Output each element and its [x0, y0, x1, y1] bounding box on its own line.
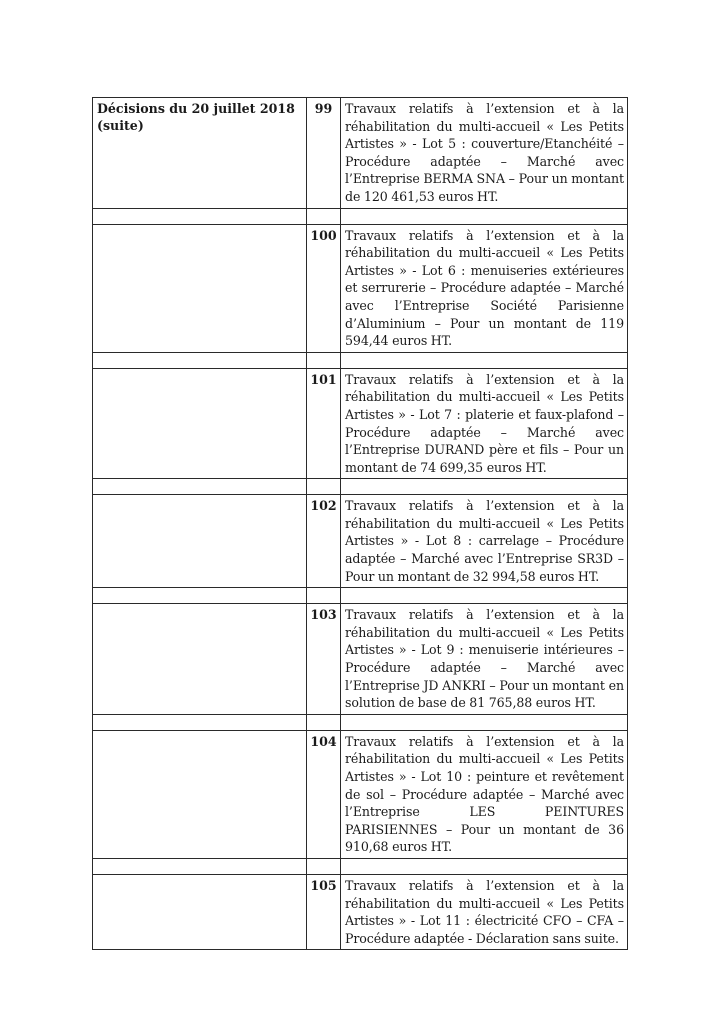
decision-row: [93, 604, 628, 715]
decision-number: 104: [307, 730, 341, 858]
empty-date-cell: [93, 730, 307, 858]
decision-text: Travaux relatifs à l’extension et à la réhabilitation du multi-accueil « Les Petits Artistes » - Lot 8 : carrelage – Procédure adaptée – Marché avec l’Entreprise SR3D – Pour un montant de 32 994,58 euros HT.: [341, 495, 628, 588]
decision-text: Travaux relatifs à l’extension et à la réhabilitation du multi-accueil « Les Petits Artistes » - Lot 7 : platerie et faux-plafond – Procédure adaptée – Marché avec l’Entreprise DURAND père et fils – Pour un montant de 74 699,35 euros HT.: [341, 368, 628, 479]
empty-date-cell: [93, 368, 307, 479]
decision-row: [93, 874, 628, 949]
decision-date-header: Décisions du 20 juillet 2018 (suite): [93, 98, 307, 209]
decision-row: [93, 224, 628, 352]
decision-number: 99: [307, 98, 341, 209]
decision-text: Travaux relatifs à l’extension et à la réhabilitation du multi-accueil « Les Petits Artistes » - Lot 6 : menuiseries extérieures et serrurerie – Procédure adaptée – Marché avec l’Entreprise Société Parisienne d’Aluminium – Pour un montant de 119 594,44 euros HT.: [341, 224, 628, 352]
spacer-row: [93, 479, 628, 495]
empty-date-cell: [93, 874, 307, 949]
spacer-row: [93, 588, 628, 604]
decisions-table: [92, 97, 628, 950]
decision-text: Travaux relatifs à l’extension et à la réhabilitation du multi-accueil « Les Petits Artistes » - Lot 9 : menuiserie intérieures – Procédure adaptée – Marché avec l’Entreprise JD ANKRI – Pour un montant en solution de base de 81 765,88 euros HT.: [341, 604, 628, 715]
empty-date-cell: [93, 224, 307, 352]
decision-number: 102: [307, 495, 341, 588]
decision-row: [93, 368, 628, 479]
spacer-row: [93, 352, 628, 368]
decision-row: [93, 730, 628, 858]
spacer-row: [93, 208, 628, 224]
spacer-row: [93, 858, 628, 874]
spacer-row: [93, 714, 628, 730]
decision-text: Travaux relatifs à l’extension et à la réhabilitation du multi-accueil « Les Petits Artistes » - Lot 11 : électricité CFO – CFA – Procédure adaptée - Déclaration sans suite.: [341, 874, 628, 949]
decision-number: 101: [307, 368, 341, 479]
empty-date-cell: [93, 604, 307, 715]
decision-text: Travaux relatifs à l’extension et à la réhabilitation du multi-accueil « Les Petits Artistes » - Lot 10 : peinture et revêtement de sol – Procédure adaptée – Marché avec l’Entreprise LES PEINTURES PARISIENNES – Pour un montant de 36 910,68 euros HT.: [341, 730, 628, 858]
decision-row: [93, 98, 628, 209]
decision-number: 100: [307, 224, 341, 352]
decision-row: [93, 495, 628, 588]
decision-number: 103: [307, 604, 341, 715]
decision-text: Travaux relatifs à l’extension et à la réhabilitation du multi-accueil « Les Petits Artistes » - Lot 5 : couverture/Etanchéité – Procédure adaptée – Marché avec l’Entreprise BERMA SNA – Pour un montant de 120 461,53 euros HT.: [341, 98, 628, 209]
empty-date-cell: [93, 495, 307, 588]
decision-number: 105: [307, 874, 341, 949]
